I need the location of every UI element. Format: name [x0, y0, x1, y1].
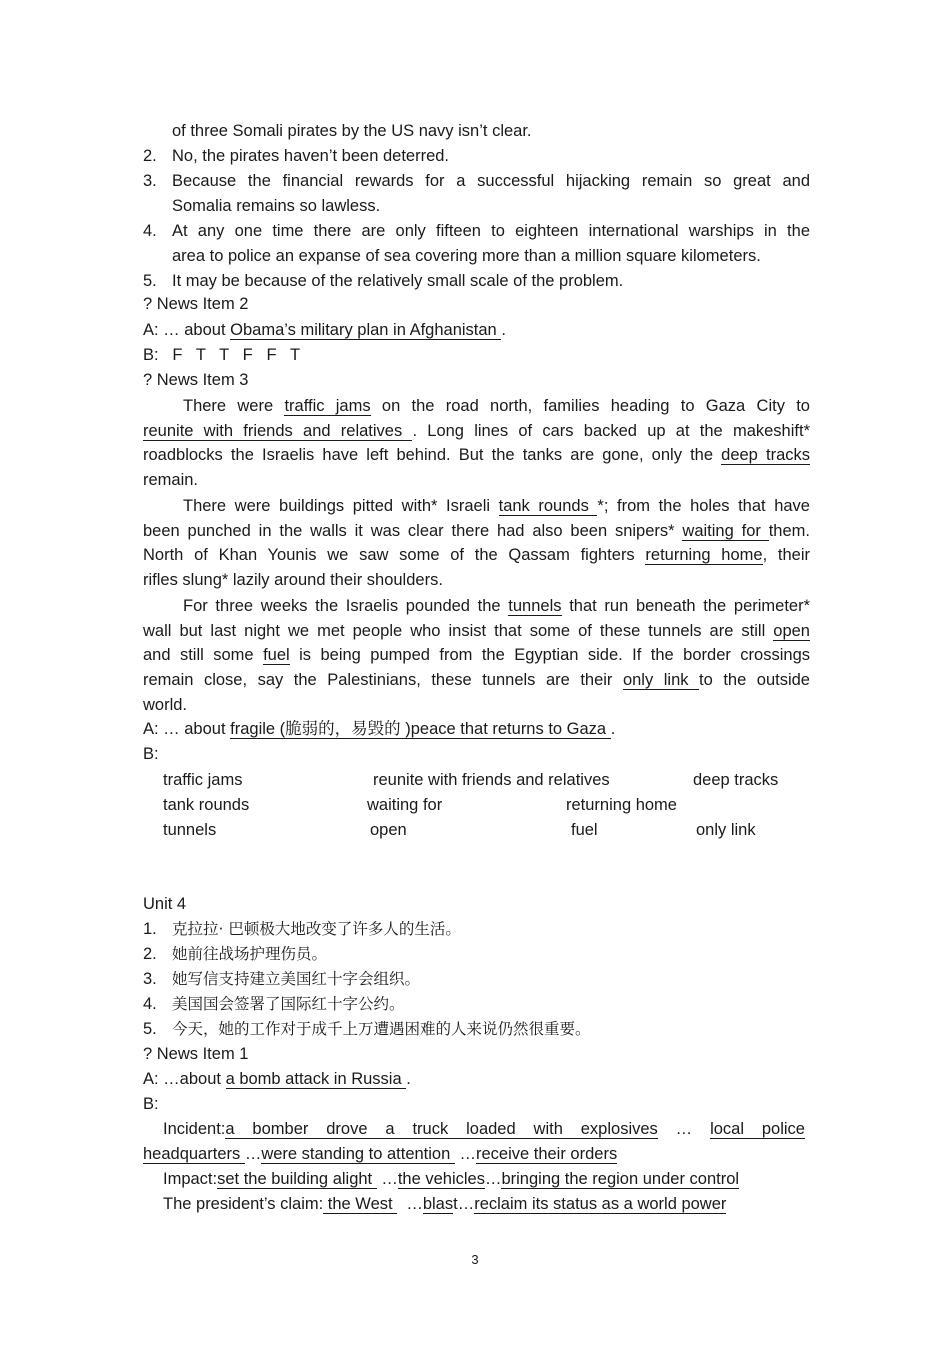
word-cell: deep tracks [693, 771, 779, 789]
passage-line: For three weeks the Israelis pounded the tunnels that run beneath the perimeter* [183, 597, 810, 615]
passage-line: remain close, say the Palestinians, these tunnels are their only link to the outside [143, 671, 810, 689]
fill-blank: returning home [645, 546, 763, 564]
answer-4-line2: area to police an expanse of sea covering more than a million square kilometers. [172, 247, 761, 265]
fill-blank: headquarters [143, 1145, 245, 1163]
impact-line: Impact:set the building alight …the vehicles…bringing the region under control [163, 1170, 740, 1188]
unit-4-news-item-1-b-label: B: [143, 1095, 159, 1113]
fill-blank: only link [622, 671, 700, 689]
passage-line: wall but last night we met people who insist that some of these tunnels are still open [143, 622, 810, 640]
fill-blank: the West [323, 1195, 398, 1213]
answer-1-continuation: of three Somali pirates by the US navy isn’t clear. [172, 122, 532, 140]
incident-line-2: headquarters …were standing to attention …receive their orders [143, 1145, 618, 1163]
passage-line: world. [143, 696, 188, 714]
answer-number: 2. [143, 147, 157, 165]
word-cell: only link [696, 821, 756, 839]
word-cell: traffic jams [163, 771, 243, 789]
translation-2: 她前往战场护理伤员。 [172, 945, 328, 963]
fill-blank: were standing to attention [261, 1145, 455, 1163]
passage-line: roadblocks the Israelis have left behind. But the tanks are gone, only the deep tracks [143, 446, 811, 464]
word-cell: open [370, 821, 407, 839]
fill-blank: open [773, 622, 810, 640]
news-item-3-b-label: B: [143, 745, 159, 763]
fill-blank: receive their orders [475, 1145, 618, 1163]
word-cell: tunnels [163, 821, 217, 839]
word-cell: reunite with friends and relatives [373, 771, 610, 789]
translation-1: 克拉拉· 巴顿极大地改变了许多人的生活。 [172, 920, 461, 938]
passage-line: There were buildings pitted with* Israeli tank rounds *; from the holes that have [183, 497, 810, 515]
claim-line: The president’s claim: the West …blast…reclaim its status as a world power [163, 1195, 727, 1213]
fill-blank: reclaim its status as a world power [474, 1195, 727, 1213]
passage-line: rifles slung* lazily around their shoulders. [143, 571, 443, 589]
translation-4: 美国国会签署了国际红十字公约。 [172, 995, 405, 1013]
fill-blank: set the building alight [217, 1170, 377, 1188]
passage-line: reunite with friends and relatives . Long lines of cars backed up at the makeshift* [143, 422, 810, 440]
fill-blank: the vehicles [397, 1170, 485, 1188]
translation-3: 她写信支持建立美国红十字会组织。 [172, 970, 421, 988]
answer-number: 4. [143, 995, 157, 1013]
answer-number: 2. [143, 945, 157, 963]
unit-4-title: Unit 4 [143, 895, 187, 913]
unit-4-news-item-1-title: ? News Item 1 [143, 1045, 249, 1063]
passage-line: North of Khan Younis we saw some of the Qassam fighters returning home, their [143, 546, 810, 564]
word-cell: waiting for [367, 796, 443, 814]
news-item-3-a: A: … about fragile (脆弱的，易毁的 )peace that returns to Gaza . [143, 720, 616, 738]
incident-line: Incident:a bomber drove a truck loaded with explosives … local police [163, 1120, 805, 1138]
answer-3-line1: Because the financial rewards for a successful hijacking remain so great and [172, 172, 810, 190]
passage-line: There were traffic jams on the road north, families heading to Gaza City to [183, 397, 810, 415]
fill-blank: a bomber drove a truck loaded with explosives [225, 1120, 658, 1138]
news-item-3-title: ? News Item 3 [143, 371, 249, 389]
fill-blank: Obama’s military plan in Afghanistan [230, 321, 502, 339]
passage-line: remain. [143, 471, 199, 489]
fill-blank: traffic jams [284, 397, 371, 415]
answer-2: No, the pirates haven’t been deterred. [172, 147, 450, 165]
fill-blank: bringing the region under control [501, 1170, 740, 1188]
passage-line: been punched in the walls it was clear there had also been snipers* waiting for them. [143, 522, 810, 540]
word-cell: returning home [566, 796, 677, 814]
fill-blank: reunite with friends and relatives [143, 422, 413, 440]
answer-4-line1: At any one time there are only fifteen to eighteen international warships in the [172, 222, 810, 240]
answer-number: 1. [143, 920, 157, 938]
fill-blank: fuel [263, 646, 290, 664]
answer-number: 3. [143, 970, 157, 988]
fill-blank: local police [710, 1120, 805, 1138]
news-item-2-a: A: … about Obama’s military plan in Afghanistan . [143, 321, 506, 339]
fill-blank: tank rounds [498, 497, 598, 515]
passage-line: and still some fuel is being pumped from the Egyptian side. If the border crossings [143, 646, 810, 664]
word-cell: fuel [571, 821, 598, 839]
answer-5: It may be because of the relatively small scale of the problem. [172, 272, 624, 290]
page-number: 3 [471, 1252, 479, 1267]
fill-blank: blas [422, 1195, 454, 1213]
fill-blank: fragile (脆弱的，易毁的 )peace that returns to Gaza [230, 720, 611, 738]
news-item-2-title: ? News Item 2 [143, 295, 249, 313]
translation-5: 今天，她的工作对于成千上万遭遇困难的人来说仍然很重要。 [172, 1020, 591, 1038]
answer-number: 5. [143, 272, 157, 290]
answer-number: 3. [143, 172, 157, 190]
news-item-2-b: B: F T T F F T [143, 346, 301, 364]
fill-blank: tunnels [508, 597, 562, 615]
unit-4-news-item-1-a: A: …about a bomb attack in Russia . [143, 1070, 411, 1088]
fill-blank: deep tracks [721, 446, 811, 464]
fill-blank: waiting for [682, 522, 769, 540]
word-cell: tank rounds [163, 796, 250, 814]
answer-number: 5. [143, 1020, 157, 1038]
answer-number: 4. [143, 222, 157, 240]
answer-3-line2: Somalia remains so lawless. [172, 197, 381, 215]
fill-blank: a bomb attack in Russia [225, 1070, 407, 1088]
